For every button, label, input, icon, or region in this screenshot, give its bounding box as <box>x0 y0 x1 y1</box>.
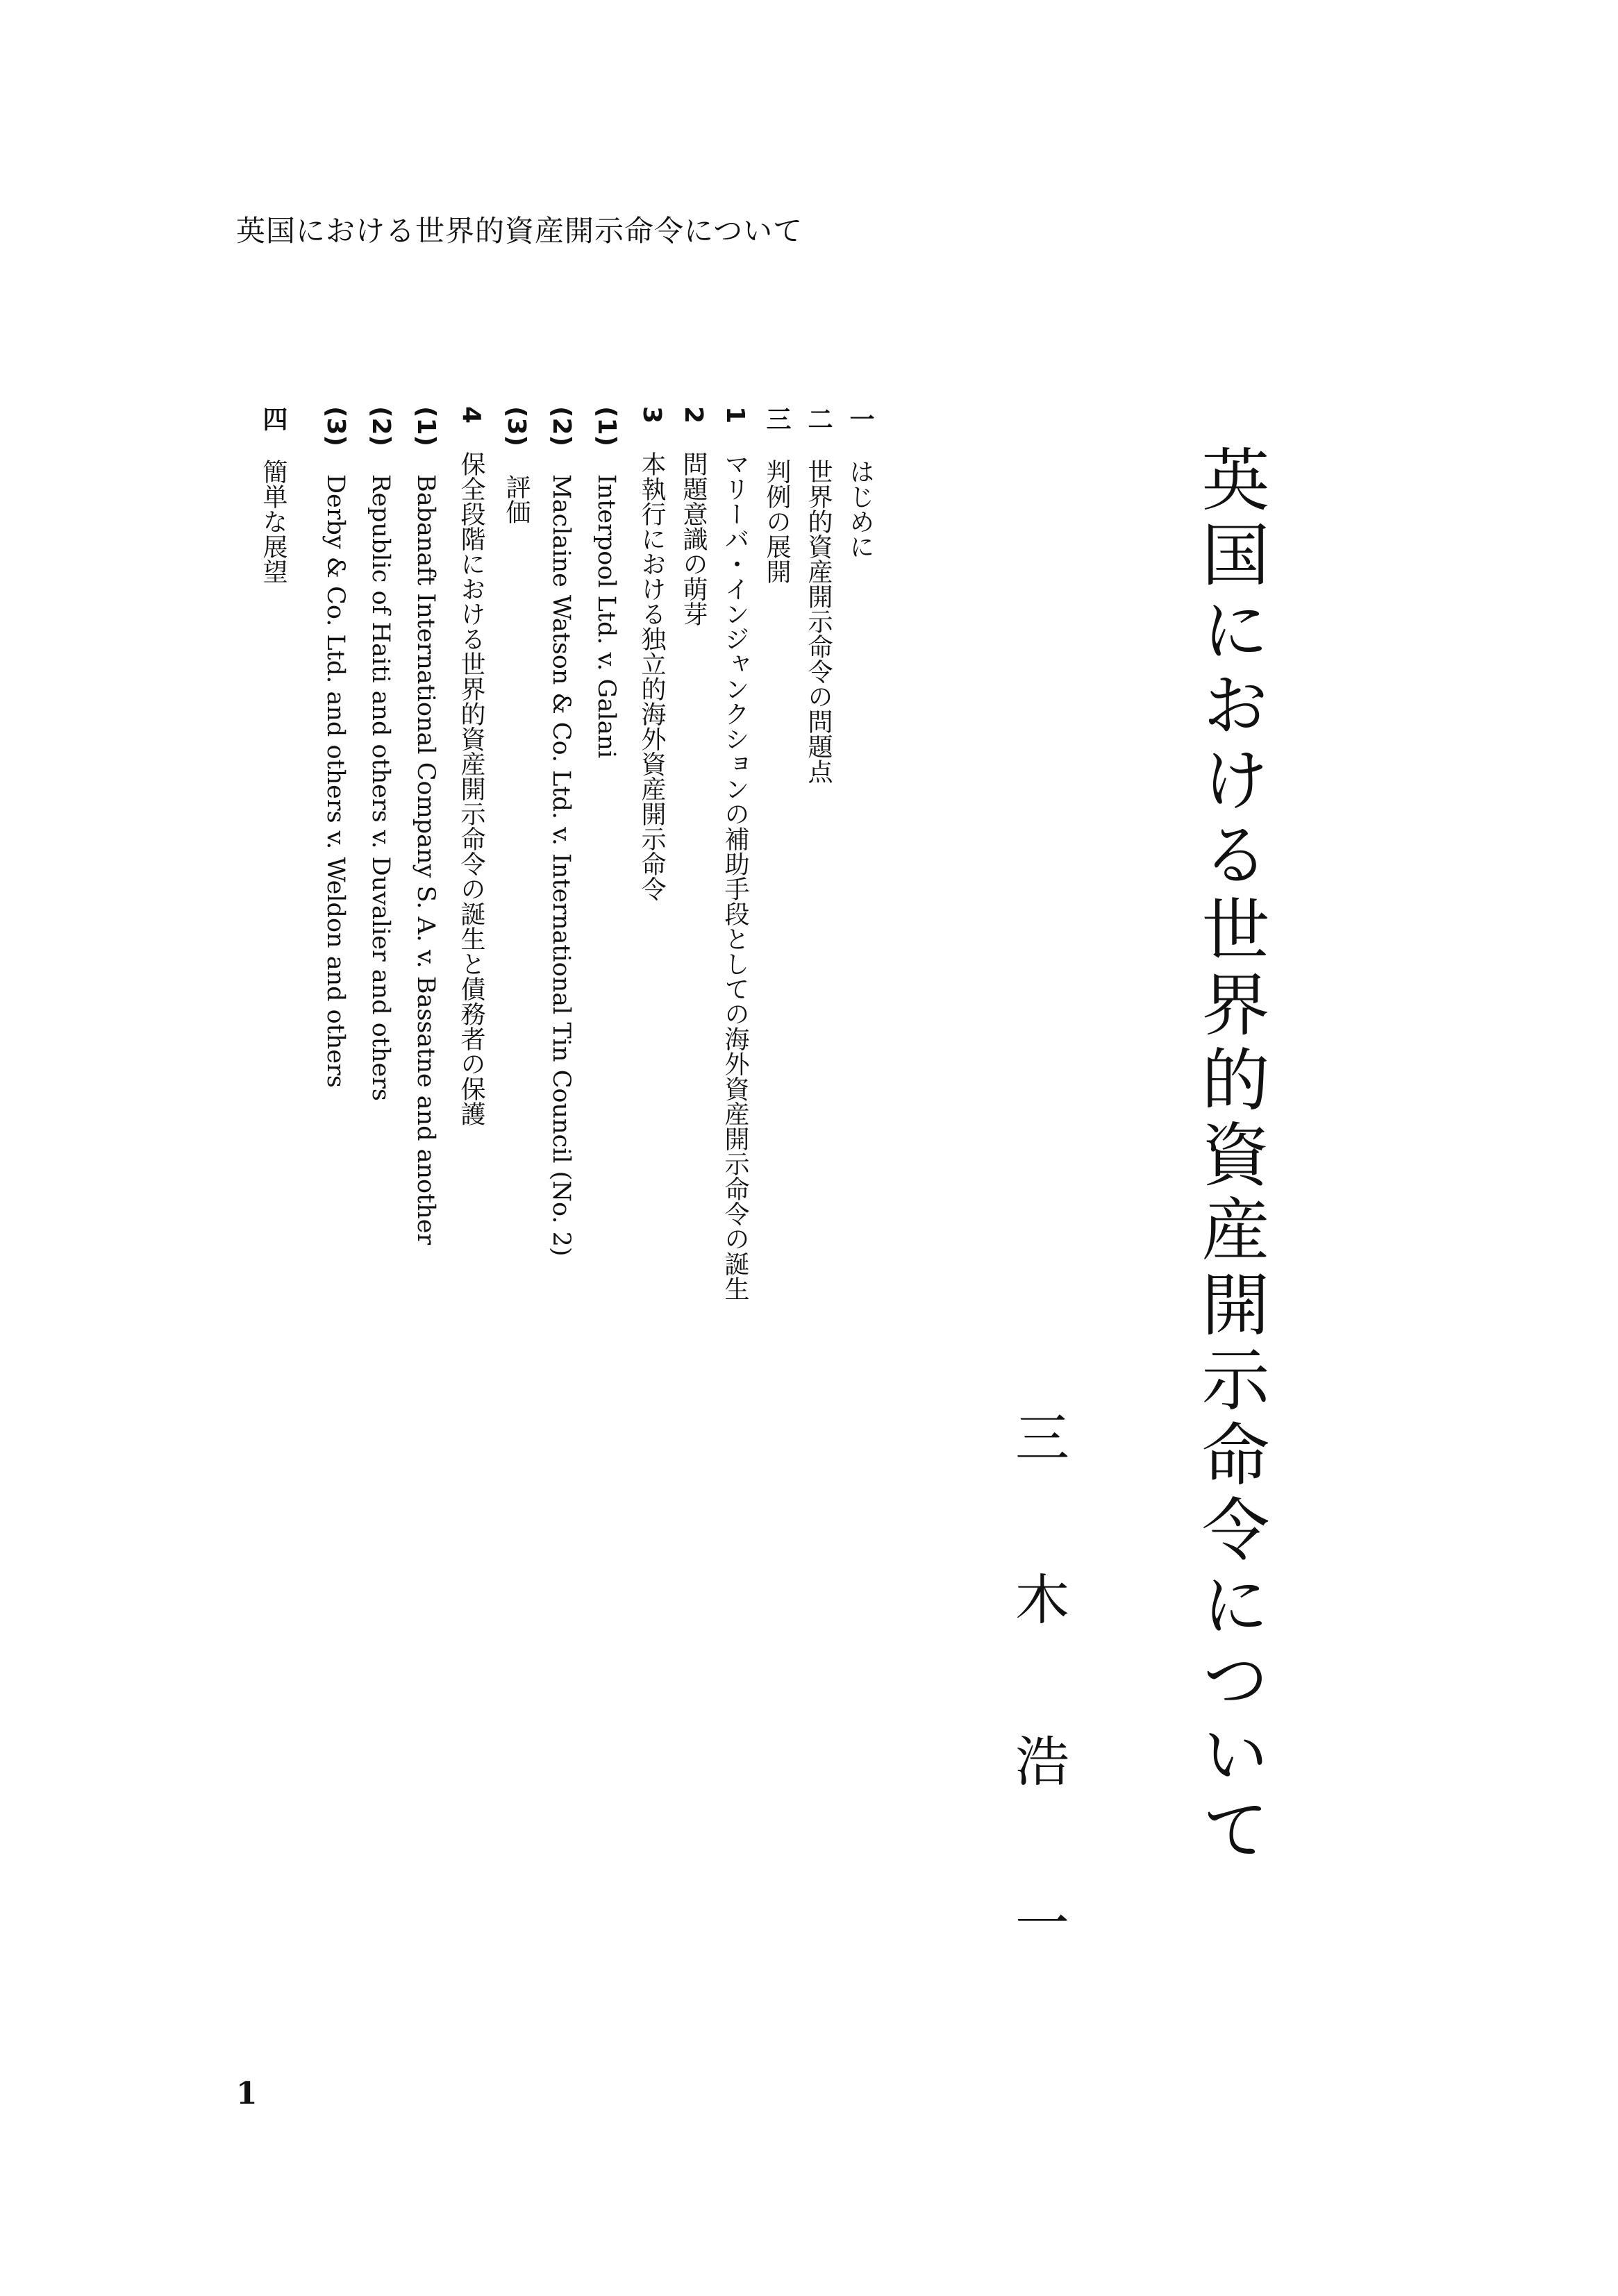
toc-number: 1 <box>721 406 749 424</box>
toc-text: Interpool Ltd. v. Galani <box>592 474 620 759</box>
toc-number: 二 <box>804 406 833 431</box>
table-of-contents <box>250 406 875 1448</box>
toc-entry <box>847 406 872 559</box>
page-number: 1 <box>236 2076 258 2111</box>
toc-entry <box>458 406 483 1126</box>
toc-number: 四 <box>259 406 287 431</box>
toc-entry <box>594 406 619 758</box>
toc-text: 問題意識の萌芽 <box>679 451 708 627</box>
toc-text: Maclaine Watson & Co. Ltd. v. International Tin Council (No. 2) <box>547 474 575 1257</box>
toc-number: 2 <box>679 406 708 424</box>
toc-text: 評価 <box>502 474 531 524</box>
toc-entry <box>722 406 747 1301</box>
toc-text: 簡単な展望 <box>259 459 287 584</box>
toc-entry <box>639 406 664 901</box>
toc-number: (2) <box>367 406 395 446</box>
toc-entry <box>502 406 531 524</box>
toc-text: 判例の展開 <box>762 459 791 584</box>
toc-text: 保全段階における世界的資産開示命令の誕生と債務者の保護 <box>457 451 485 1127</box>
toc-number: (1) <box>592 406 621 446</box>
toc-text: 本執行における独立的海外資産開示命令 <box>637 451 666 902</box>
toc-entry <box>806 406 831 784</box>
toc-entry <box>368 406 393 1101</box>
toc-entry <box>681 406 706 626</box>
toc-number: (2) <box>547 406 576 446</box>
toc-entry <box>323 406 348 1088</box>
toc-entry <box>260 406 285 584</box>
toc-text: はじめに <box>846 459 874 559</box>
running-head: 英国における世界的資産開示命令について <box>236 214 803 248</box>
toc-entry <box>764 406 789 584</box>
toc-number: 4 <box>457 406 485 424</box>
toc-number: 3 <box>637 406 666 424</box>
toc-text: マリーバ・インジャンクションの補助手段としての海外資産開示命令の誕生 <box>721 451 749 1302</box>
article-title: 英国における世界的資産開示命令について <box>1190 444 1269 1869</box>
toc-number: 一 <box>846 406 874 431</box>
toc-number: (1) <box>412 406 440 446</box>
toc-text: Derby & Co. Ltd. and others v. Weldon and others <box>322 474 349 1088</box>
toc-text: Babanaft International Company S. A. v. Bassatne and another <box>412 474 440 1246</box>
toc-text: 世界的資産開示命令の問題点 <box>804 459 833 784</box>
toc-number: 三 <box>762 406 791 431</box>
toc-number: (3) <box>322 406 350 446</box>
toc-entry <box>549 406 574 1257</box>
author-name: 三木浩一 <box>1006 1409 1069 2056</box>
toc-number: (3) <box>502 406 531 446</box>
toc-text: Republic of Haiti and others v. Duvalier and others <box>367 474 394 1101</box>
toc-entry <box>413 406 438 1245</box>
